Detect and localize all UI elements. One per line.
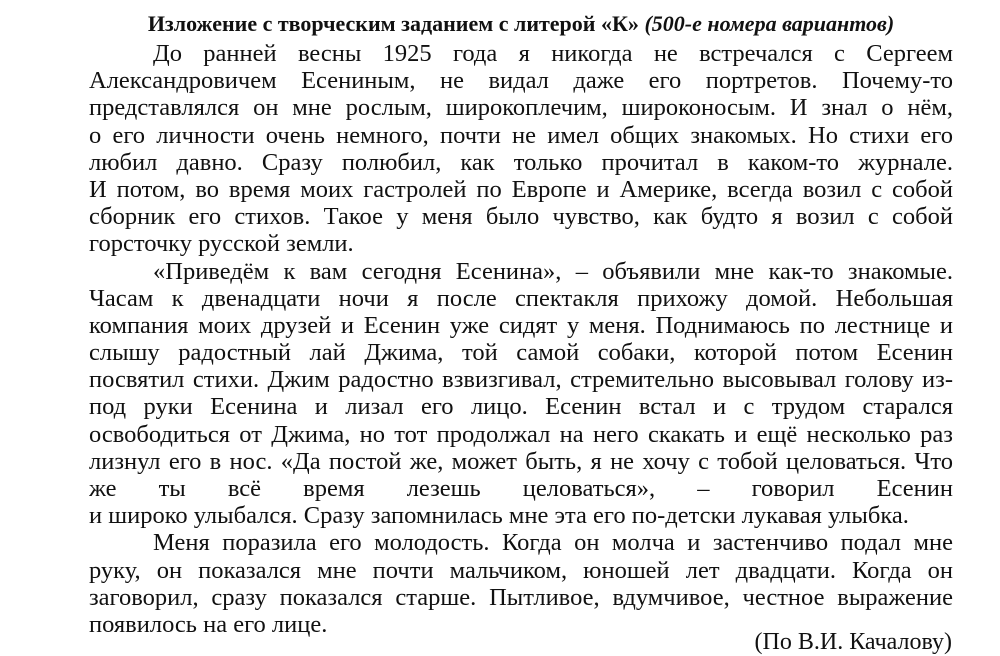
text-line: Александровичем Есениным, не видал даже его портретов. Почему-то <box>89 67 953 95</box>
text-line: До ранней весны 1925 года я никогда не встречался с Сергеем <box>153 40 953 67</box>
text-line: любил давно. Сразу полюбил, как только прочитал в каком-то журнале. <box>89 148 953 176</box>
document-title <box>89 10 953 38</box>
document-page <box>89 10 953 638</box>
text-line: появилось на его лице. <box>89 610 328 638</box>
text-line: представлялся он мне рослым, широкоплечим, широконосым. И знал о нём, <box>89 94 953 122</box>
text-line: посвятил стихи. Джим радостно взвизгивал, стремительно высовывал голову из- <box>89 366 953 394</box>
text-line: горсточку русской земли. <box>89 230 354 258</box>
text-line: под руки Есенина и лизал его лицо. Есенин встал и с трудом старался <box>89 393 953 421</box>
text-line: слышу радостный лай Джима, той самой собаки, которой потом Есенин <box>89 339 953 367</box>
text-line: компания моих друзей и Есенин уже сидят у меня. Поднимаюсь по лестнице и <box>89 311 953 339</box>
text-line: и широко улыбался. Сразу запомнилась мне эта его по-детски лукавая улыбка. <box>89 502 909 530</box>
paragraph-1 <box>89 40 953 258</box>
text-line: освободиться от Джима, но тот продолжал на него скакать и ещё несколько раз <box>89 420 953 448</box>
paragraph-2 <box>89 258 953 530</box>
text-line: «Приведём к вам сегодня Есенина», – объявили мне как-то знакомые. <box>153 257 953 285</box>
text-line: Меня поразила его молодость. Когда он молча и застенчиво подал мне <box>153 529 953 557</box>
text-line: о его личности очень немного, почти не имел общих знакомых. Но стихи его <box>89 121 953 149</box>
text-line: сборник его стихов. Такое у меня было чувство, как будто я возил с собой <box>89 203 953 231</box>
text-line: руку, он показался мне почти мальчиком, юношей лет двадцати. Когда он <box>89 556 953 584</box>
text-line: Часам к двенадцати ночи я после спектакля прихожу домой. Небольшая <box>89 284 953 312</box>
text-line: лизнул его в нос. «Да постой же, может быть, я не хочу с тобой целоваться. Что <box>89 447 953 475</box>
attribution: (По В.И. Качалову) <box>754 629 952 655</box>
text-line: И потом, во время моих гастролей по Европе и Америке, всегда возил с собой <box>89 175 953 203</box>
title-variant: (500-е номера вариантов) <box>644 11 895 36</box>
title-main: Изложение с творческим заданием с литерой «К» <box>147 11 639 36</box>
paragraph-3 <box>89 529 953 638</box>
text-line: заговорил, сразу показался старше. Пытливое, вдумчивое, честное выражение <box>89 583 953 611</box>
text-line: же ты всё время лезешь целоваться», – говорил Есенин <box>89 475 953 502</box>
